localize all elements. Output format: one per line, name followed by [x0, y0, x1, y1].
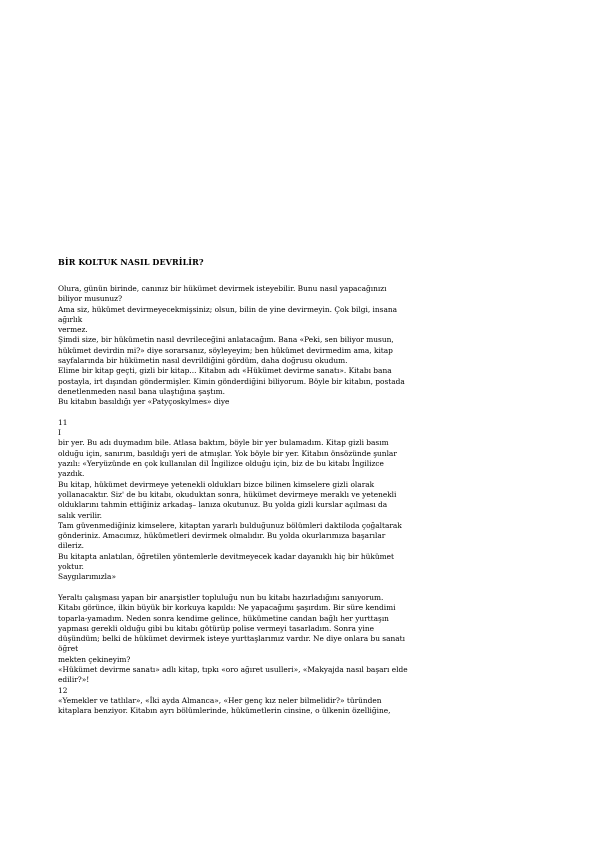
text-line: düşündüm; belki de hükümet devirmek isteye yurttaşlarımız vardır. Ne diye onlara bu sanatı [58, 634, 406, 644]
chapter-heading: BİR KOLTUK NASIL DEVRİLİR? [58, 257, 204, 267]
text-line: Şimdi size, bir hükümetin nasıl devrileceğini anlatacağım. Bana «Peki, sen biliyor musun, [58, 335, 394, 345]
text-line: «Hükümet devirme sanatı» adlı kitap, tıpkı «oro ağıret usulleri», «Makyajda nasıl başarı elde [58, 664, 408, 674]
text-line: olduğu için, sanırım, basıldığı yeri de atmışlar. Yok böyle bir yer. Kitabın önsözünde şunlar [58, 448, 397, 458]
page-number: 12 [58, 685, 68, 695]
text-line: Elime bir kitap geçti, gizli bir kitap... Kitabın adı «Hükümet devirme sanatı». Kitabı bana [58, 366, 392, 376]
text-line: yoktur. [58, 562, 84, 572]
text-line: mekten çekineyim? [58, 654, 131, 664]
text-line: Bu kitap, hükümet devirmeye yetenekli oldukları bizce bilinen kimselere gizli olarak [58, 479, 375, 489]
spacer [58, 408, 538, 418]
text-line: dileriz. [58, 541, 84, 551]
page-content [58, 257, 538, 716]
text-line: olduklarını tahmin ettiğiniz arkadaş– lanıza okutunuz. Bu yolda gizli kurslar açılması da [58, 500, 388, 510]
text-line: sayfalarında bir hükümetin nasıl devrildiğini gördüm, daha doğrusu okudum. [58, 356, 348, 366]
text-line: yazdık. [58, 469, 85, 479]
text-line: Kitabı görünce, ilkin büyük bir korkuya kapıldı: Ne yapacağımı şaşırdım. Bir süre kendimi [58, 603, 396, 613]
text-line: yapması gerekli olduğu gibi bu kitabı götürüp polise vermeyi tasarladım. Sonra yine [58, 623, 374, 633]
text-line: «Yemekler ve tatlılar», «İki ayda Almanca», «Her genç kız neler bilmelidir?» türünden [58, 695, 382, 705]
text-line: salık verilir. [58, 510, 102, 520]
text-line: biliyor musunuz? [58, 294, 123, 304]
text-line: edilir?»! [58, 675, 90, 685]
text-line: hükümet devirdin mi?» diye sorarsanız, söyleyeyim; ben hükümet devirmedim ama, kitap [58, 345, 393, 355]
text-line: gönderiniz. Amacımız, hükümetleri devirmek olmalıdır. Bu yolda okurlarımıza başarılar [58, 531, 386, 541]
text-line: kitaplara benziyor. Kitabın ayrı bölümlerinde, hükümetlerin cinsine, o ülkenin özelliğine, [58, 706, 391, 716]
text-line: I [58, 428, 61, 438]
text-line: Bu kitabın basıldığı yer «Patyçoskylmes» diye [58, 397, 230, 407]
text-line: denetlenmeden nasıl bana ulaştığına şaştım. [58, 386, 225, 396]
text-line: toparla-yamadım. Neden sonra kendime gelince, hükümetine candan bağlı her yurttaşın [58, 613, 389, 623]
text-line: vermez. [58, 325, 88, 335]
text-line: Tam güvenmediğiniz kimselere, kitaptan yararlı bulduğunuz bölümleri daktiloda çoğaltarak [58, 520, 402, 530]
text-line: öğret [58, 644, 79, 654]
text-line: Yeraltı çalışması yapan bir anarşistler topluluğu nun bu kitabı hazırladığını sanıyorum. [58, 592, 384, 602]
text-line: Olura, günün birinde, canınız bir hükümet devirmek isteyebilir. Bunu nasıl yapacağınızı [58, 284, 387, 293]
text-block-3 [58, 593, 538, 717]
text-block-1 [58, 284, 538, 408]
text-line: bir yer. Bu adı duymadım bile. Atlasa baktım, böyle bir yer bulamadım. Kitap gizli basım [58, 438, 389, 448]
page-number: 11 [58, 417, 68, 427]
spacer [58, 583, 538, 593]
text-line: Saygılarımızla» [58, 572, 116, 582]
text-line: yollanacaktır. Siz' de bu kitabı, okuduktan sonra, hükümet devirmeye meraklı ve yetenekli [58, 489, 397, 499]
text-block-2 [58, 428, 538, 582]
text-line: ağırlık [58, 314, 83, 324]
text-line: Ama siz, hükümet devirmeyecekmişsiniz; olsun, bilin de yine devirmeyin. Çok bilgi, insana [58, 304, 398, 314]
text-line: postayla, irt dışından göndermişler. Kimin gönderdiğini biliyorum. Böyle bir kitabın, postada [58, 376, 405, 386]
text-line: yazılı: «Yeryüzünde en çok kullanılan dil İngilizce olduğu için, biz de bu kitabı İngilizce [58, 459, 384, 469]
text-line: Bu kitapta anlatılan, öğretilen yöntemlerle devitmeyecek kadar dayanıklı hiç bir hükümet [58, 551, 394, 561]
